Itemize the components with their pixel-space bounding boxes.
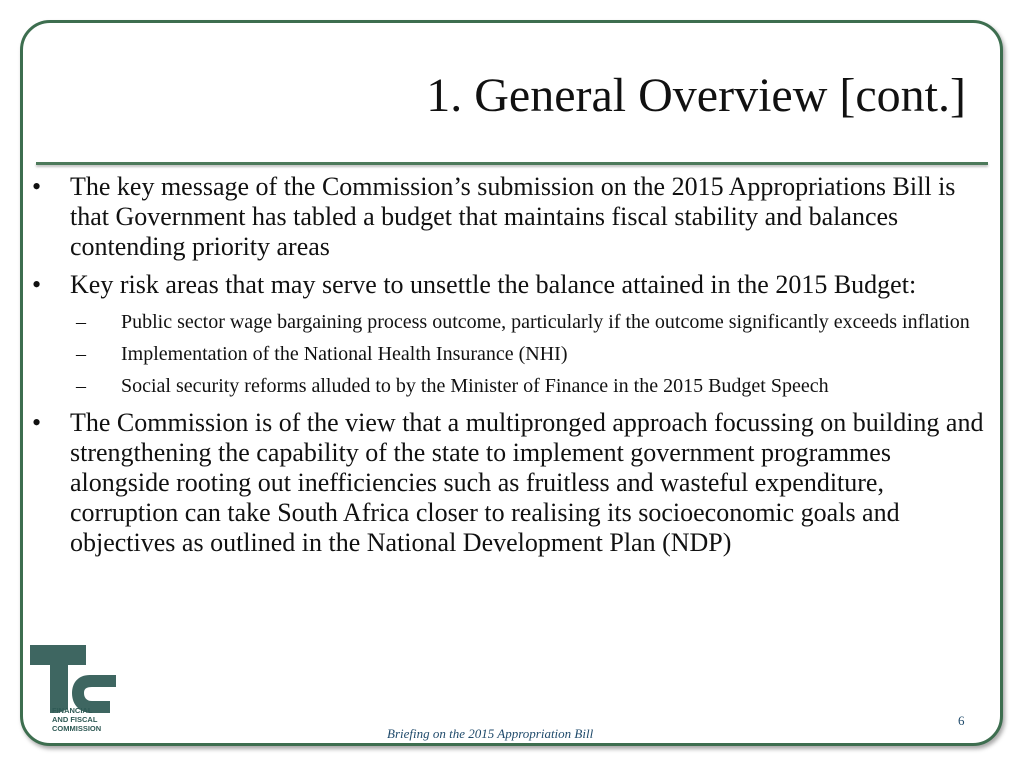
- logo-text-line: FINANCIAL: [52, 706, 93, 715]
- page-number: 6: [958, 713, 965, 728]
- sub-bullet-marker: –: [76, 311, 86, 333]
- sub-bullet-marker: –: [76, 375, 86, 397]
- sub-bullet-item: [0, 310, 1000, 334]
- slide-footer: Briefing on the 2015 Appropriation Bill: [387, 726, 594, 741]
- sub-bullet-list: [0, 310, 1000, 398]
- bullet-marker: •: [32, 270, 42, 299]
- bullet-marker: •: [32, 172, 42, 201]
- bullet-text: The Commission is of the view that a multipronged approach focussing on building and strengthening the capability of the state to implement government programmes alongside rooting out inefficiencies such as fruitless and wasteful expenditure, corruption can take South Africa closer to realising its socioeconomic goals and objectives as outlined in the National Development Plan (NDP): [70, 408, 984, 557]
- logo-text-line: COMMISSION: [52, 724, 102, 733]
- sub-bullet-text: Social security reforms alluded to by the Minister of Finance in the 2015 Budget Speech: [121, 375, 829, 397]
- sub-bullet-text: Implementation of the National Health Insurance (NHI): [121, 343, 568, 365]
- sub-bullet-marker: –: [76, 343, 86, 365]
- bullet-item: [0, 270, 1000, 300]
- slide-body: [0, 172, 1000, 566]
- sub-bullet-item: [0, 374, 1000, 398]
- bullet-text: The key message of the Commission’s submission on the 2015 Appropriations Bill is that Government has tabled a budget that maintains fiscal stability and balances contending priority areas: [70, 172, 956, 261]
- sub-bullet-text: Public sector wage bargaining process outcome, particularly if the outcome significantly exceeds inflation: [121, 311, 970, 333]
- logo-text-line: AND FISCAL: [52, 715, 98, 724]
- bullet-item: [0, 408, 1000, 558]
- bullet-text: Key risk areas that may serve to unsettle the balance attained in the 2015 Budget:: [70, 270, 917, 299]
- bullet-marker: •: [32, 408, 42, 437]
- ffc-logo-text: [52, 706, 101, 733]
- title-divider: [36, 162, 988, 165]
- sub-bullet-item: [0, 342, 1000, 366]
- slide-title: 1. General Overview [cont.]: [426, 69, 966, 122]
- bullet-item: [0, 172, 1000, 262]
